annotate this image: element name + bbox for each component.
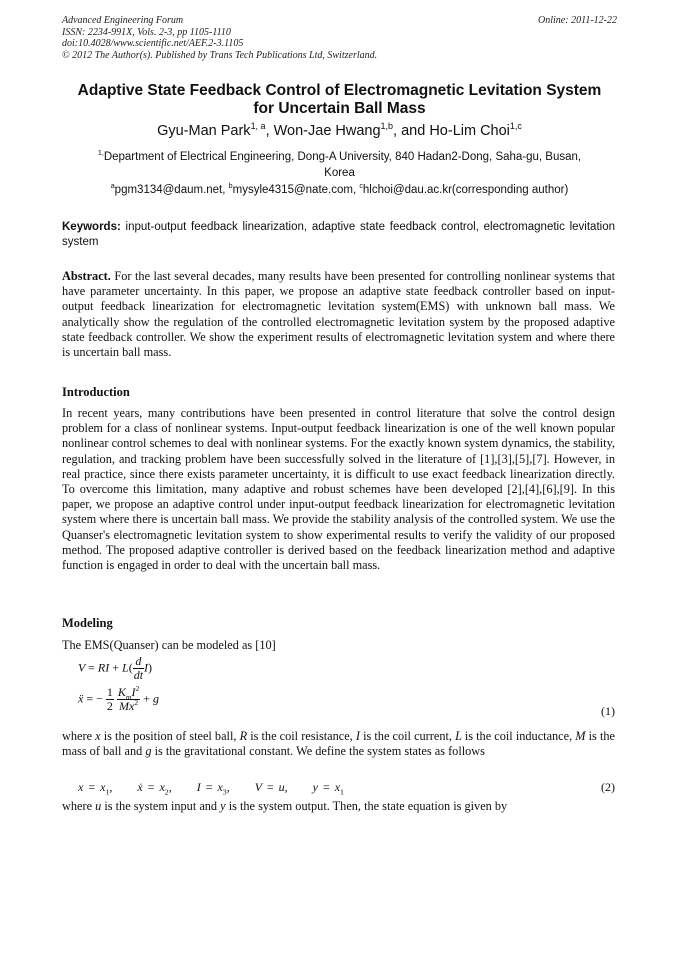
var-text-2: is the position of steel ball, bbox=[103, 729, 240, 743]
equation-2-number: (2) bbox=[601, 780, 615, 794]
email-c[interactable]: hlchoi@dau.ac.kr(corresponding author) bbox=[362, 184, 569, 196]
modeling-variables-text: where x is the position of steel ball, R is the coil resistance, I is the coil current, L is the coil inductance, M is the mass of ball and g is the gravitational constant. We define the system states as follows bbox=[62, 729, 615, 759]
email-c-sup: c bbox=[359, 182, 363, 191]
var-text-5: is the coil inductance, bbox=[464, 729, 576, 743]
equation-states: $x = x_1$, ẋ = $x_2$, $I = x_3$, V = u, $y = x_1$ bbox=[78, 780, 344, 797]
var-text-4: is the coil current, bbox=[363, 729, 456, 743]
journal-doi: doi:10.4028/www.scientific.net/AEF.2-3.1105 bbox=[62, 38, 244, 49]
paper-title bbox=[62, 82, 617, 118]
state-text-3: is the system output. Then, the state equation is given by bbox=[228, 799, 508, 813]
equation-voltage: V = RI + L( $\frac{d}{dt}$ I) bbox=[78, 654, 153, 682]
author-3: , and Ho-Lim Choi bbox=[393, 123, 510, 139]
abstract-label: Abstract. bbox=[62, 269, 111, 283]
affiliation-line-2: Korea bbox=[324, 167, 355, 179]
state-text-1: where bbox=[62, 799, 96, 813]
journal-header bbox=[62, 15, 617, 61]
affiliation bbox=[62, 149, 617, 181]
var-text-3: is the coil resistance, bbox=[250, 729, 356, 743]
author-3-sup: 1,c bbox=[509, 121, 522, 132]
author-list bbox=[62, 123, 617, 139]
author-1: Gyu-Man Park bbox=[157, 123, 251, 139]
modeling-state-text: where u is the system input and y is the system output. Then, the state equation is given by bbox=[62, 799, 508, 813]
online-date: Online: 2011-12-22 bbox=[538, 15, 617, 26]
abstract bbox=[62, 269, 615, 360]
author-2-sup: 1,b bbox=[380, 121, 394, 132]
modeling-heading: Modeling bbox=[62, 616, 113, 630]
author-1-sup: 1, a bbox=[250, 121, 266, 132]
introduction-heading: Introduction bbox=[62, 385, 130, 399]
title-line-1: Adaptive State Feedback Control of Electromagnetic Levitation System bbox=[77, 82, 602, 99]
author-emails bbox=[62, 184, 617, 196]
keywords-label: Keywords: bbox=[62, 221, 121, 233]
affiliation-text: Department of Electrical Engineering, Dong-A University, 840 Hadan2-Dong, Saha-gu, Busan, bbox=[103, 151, 582, 163]
abstract-text: For the last several decades, many results have been presented for controlling nonlinear systems that have parameter uncertainty. In this paper, we propose an adaptive state feedback controller based on input-output feedback linearization for electromagnetic levitation system(EMS) with unknown ball mass. We analytically show the regulation of the controlled electromagnetic levitation system by the proposed adaptive state feedback controller. We show the experiment results of electromagnetic levitation system and where there is uncertain ball mass. bbox=[62, 269, 615, 360]
author-2: , Won-Jae Hwang bbox=[265, 123, 381, 139]
keywords-text: input-output feedback linearization, adaptive state feedback control, electromagnetic levitation system bbox=[62, 221, 615, 248]
affiliation-sup: 1, bbox=[97, 149, 104, 158]
state-text-2: is the system input and bbox=[104, 799, 221, 813]
equation-acceleration: ẍ = − $\frac{1}{2}$ $\frac{K_mI^2}{Mx^2}$ + g bbox=[78, 684, 160, 713]
email-b[interactable]: mysyle4315@nate.com, bbox=[232, 184, 360, 196]
keywords bbox=[62, 220, 615, 249]
var-text-7: is the gravitational constant. We define the system states as follows bbox=[154, 744, 485, 759]
var-text-1: where bbox=[62, 729, 96, 743]
modeling-intro: The EMS(Quanser) can be modeled as [10] bbox=[62, 638, 276, 652]
journal-issn: ISSN: 2234-991X, Vols. 2-3, pp 1105-1110 bbox=[62, 26, 231, 38]
var-text-6: is the mass of ball and bbox=[62, 729, 615, 759]
title-line-2: for Uncertain Ball Mass bbox=[253, 100, 426, 117]
email-a[interactable]: pgm3134@daum.net, bbox=[114, 184, 229, 196]
journal-copyright: © 2012 The Author(s). Published by Trans Tech Publications Ltd, Switzerland. bbox=[62, 49, 378, 61]
journal-name: Advanced Engineering Forum bbox=[62, 15, 184, 26]
email-b-sup: b bbox=[228, 182, 233, 191]
equation-1-number: (1) bbox=[601, 704, 615, 718]
email-a-sup: a bbox=[110, 182, 115, 191]
introduction-text: In recent years, many contributions have been presented in control literature that solve the control design problem for a class of nonlinear systems. Input-output feedback linearization is one of the well known popular nonlinear control schemes to deal with nonlinear systems. For the exactly known system dynamics, the stability, regulation, and tracking problem have been successfully solved in the literature of [1],[3],[5],[7]. However, in real practice, since there exists parameter uncertainty, it is difficult to use exact feedback linearization directly. To overcome this limitation, many adaptive and robust schemes have been developed [2],[4],[6],[9]. In this paper, we propose an adaptive control under input-output feedback linearization for electromagnetic levitation system where there is uncertain ball mass. We provide the stability analysis of the controlled system. We use the Quanser's electromagnetic levitation system to show experimental results to verify the validity of our proposed method. The proposed adaptive controller is derived based on the feedback linearization method and adaptive function is engaged in order to deal with the uncertain ball mass. bbox=[62, 406, 615, 573]
